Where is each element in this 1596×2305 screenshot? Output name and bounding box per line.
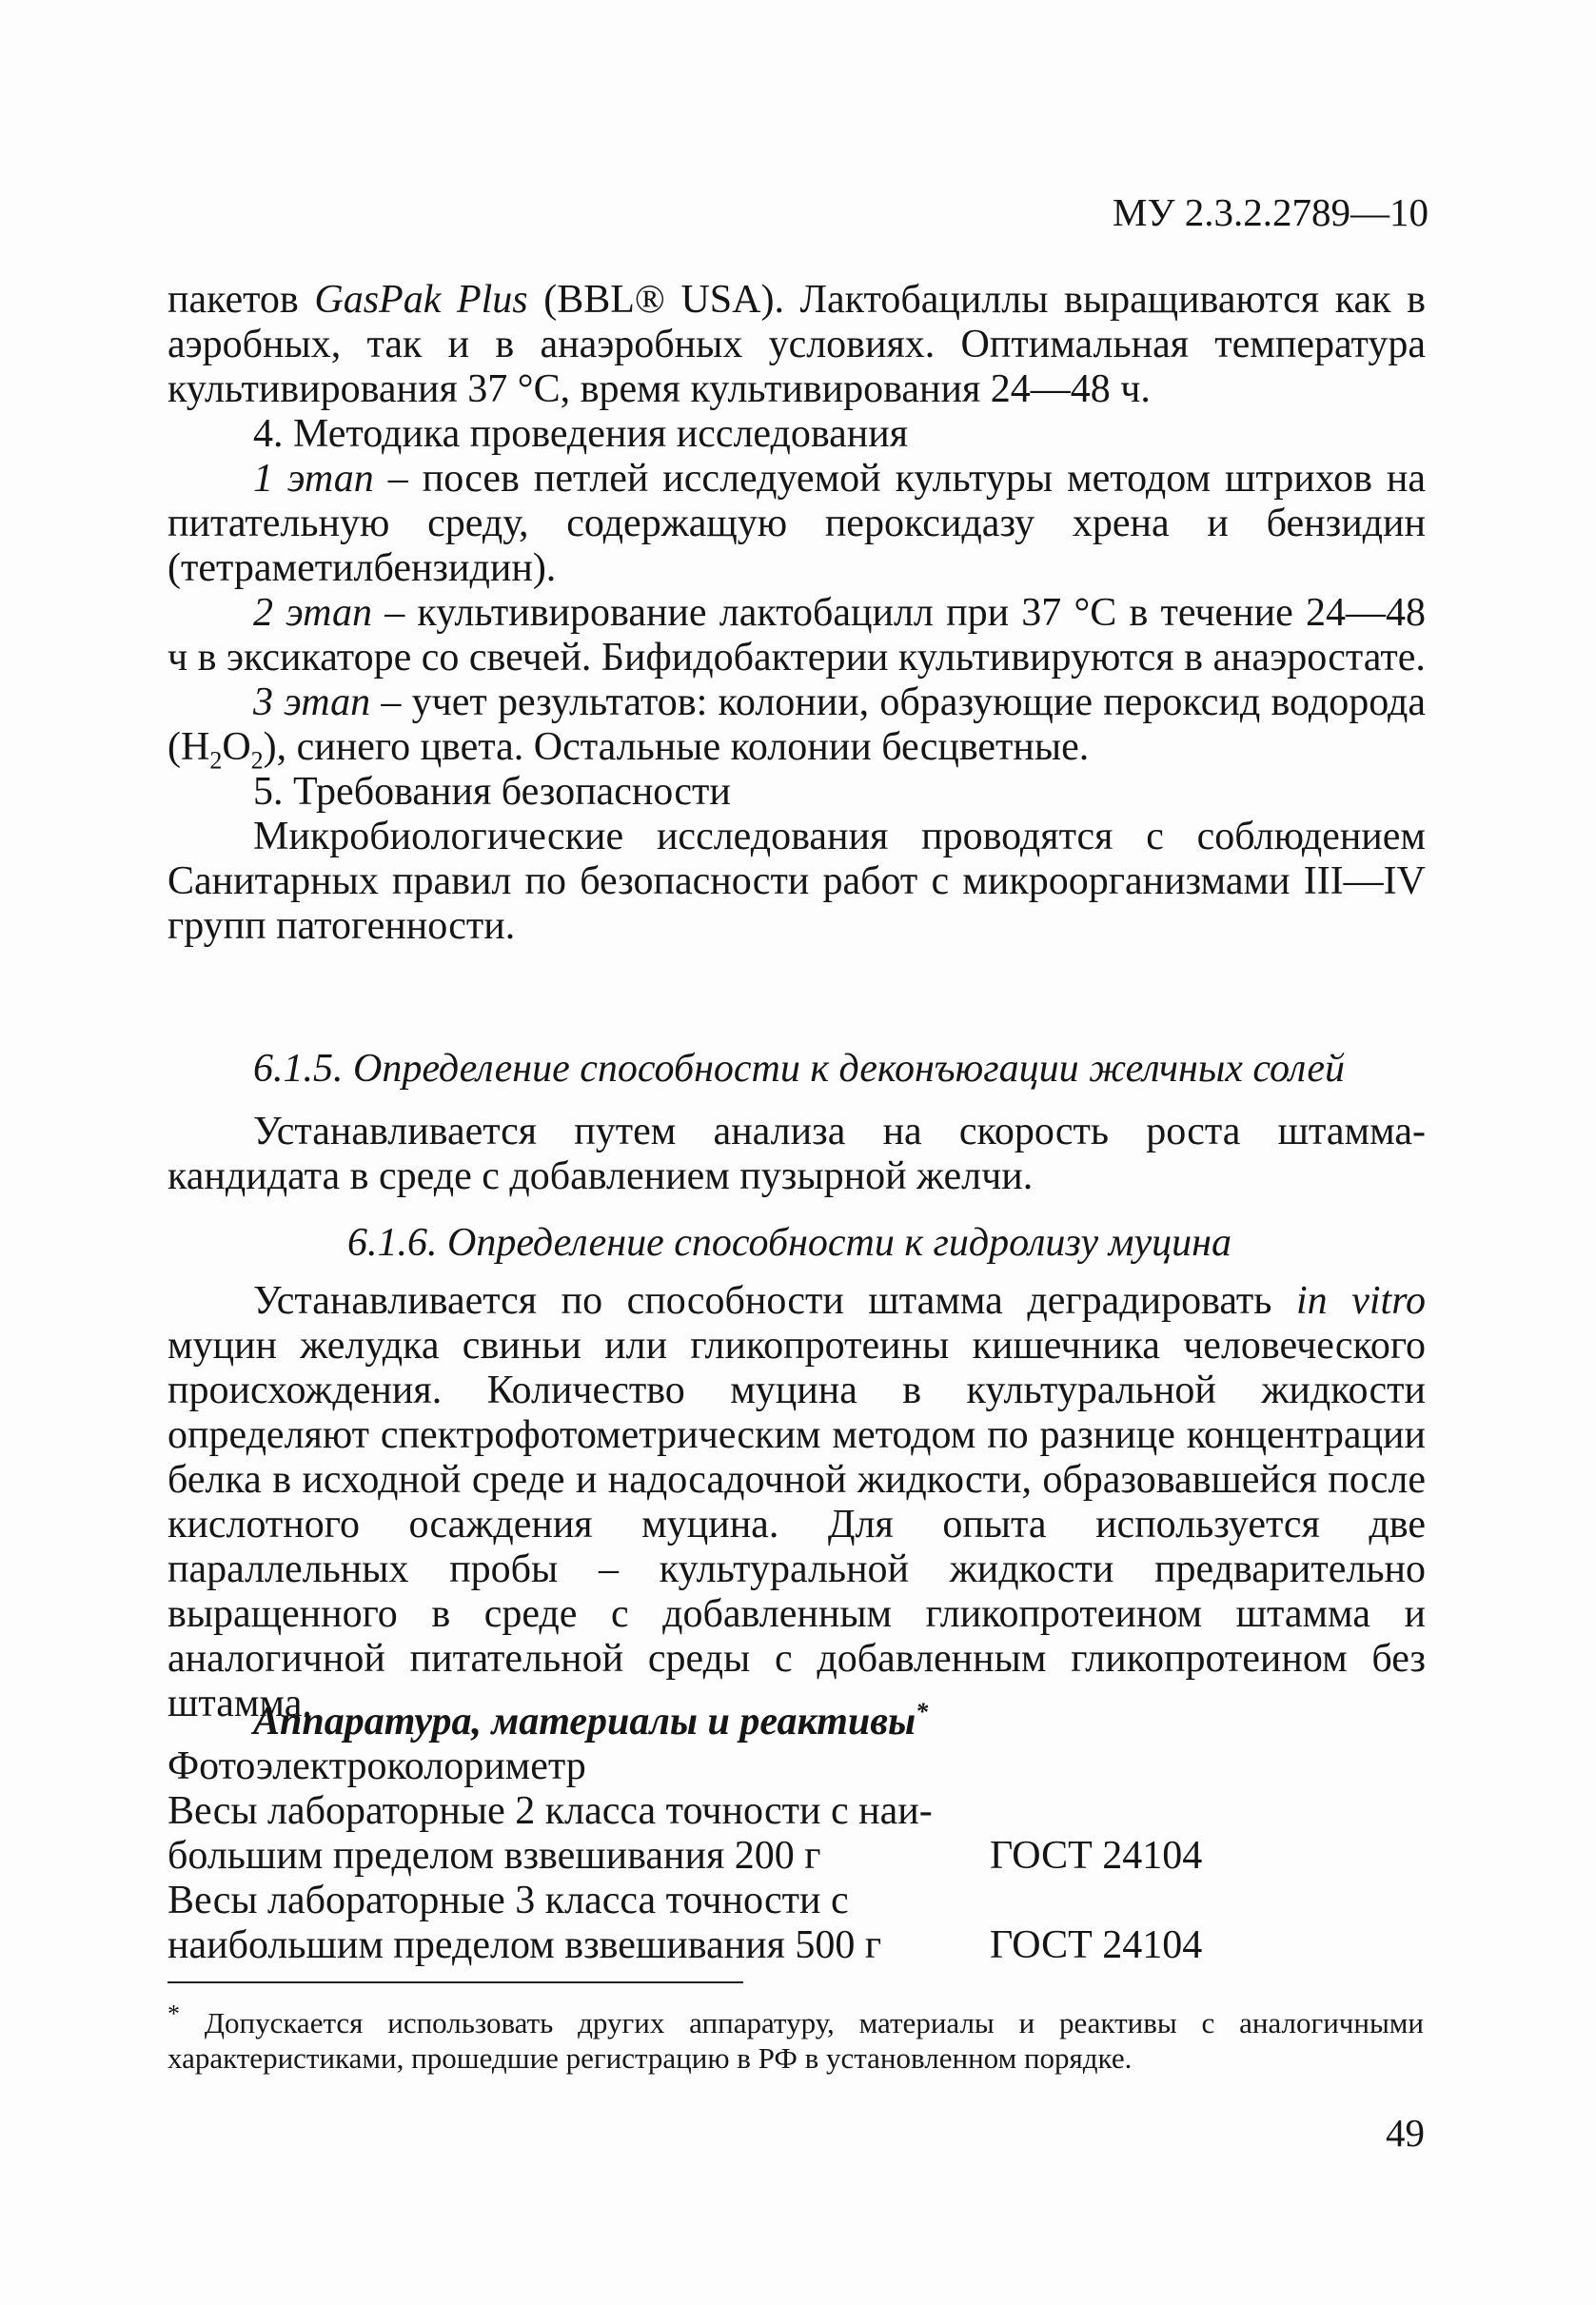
footnote: * Допускается использовать других аппаратуру, материалы и реактивы с аналогичными характеристиками, прошедшие регистрацию в РФ в установленном порядке. [167,2000,1424,2075]
section-6-1-6-body [167,1279,1426,1726]
equipment-item-3-line-2: наибольшим пределом взвешивания 500 г [167,1923,882,1967]
footnote-divider [167,1981,743,1983]
stage-2-paragraph: 2 этап – культивирование лактобацилл при 37 °C в течение 24—48 ч в эксикаторе со свечей. Бифидобактерии культивируются в анаэростате. [167,591,1426,680]
intro-paragraph: пакетов GasPak Plus (BBL® USA). Лактобациллы выращиваются как в аэробных, так и в анаэробных условиях. Оптимальная температура культивирования 37 °C, время культивирования 24—48 ч. [167,278,1426,411]
stage-3-paragraph: 3 этап – учет результатов: колонии, образующие пероксид водорода $(H_2O_2)$, синего цвета. Остальные колонии бесцветные. [167,680,1426,775]
equipment-item-2-gost: ГОСТ 24104 [990,1834,1203,1878]
section-6-1-5-heading: 6.1.5. Определение способности к деконъюгации желчных солей [253,1047,1345,1091]
footnote-marker: * [916,1698,929,1725]
product-name: GasPak Plus [314,278,528,322]
section-5-title: 5. Требования безопасности [253,770,731,814]
stage-1-label: 1 этап [253,457,374,501]
stage-2-label: 2 этап [253,591,373,635]
equipment-item-1: Фотоэлектроколориметр [167,1744,586,1788]
equipment-item-2-line-2: большим пределом взвешивания 200 г [167,1834,821,1878]
safety-paragraph: Микробиологические исследования проводятся с соблюдением Санитарных правил по безопасности работ с микроорганизмами III—IV групп патогенности. [167,815,1426,948]
section-6-1-5-body [167,1110,1426,1199]
equipment-item-3-gost: ГОСТ 24104 [990,1923,1203,1967]
section-6-1-5-paragraph: Устанавливается путем анализа на скорость роста штамма-кандидата в среде с добавлением пузырной желчи. [167,1110,1426,1198]
stage-3-label: 3 этап [253,680,371,724]
stage-1-paragraph: 1 этап – посев петлей исследуемой культуры методом штрихов на питательную среду, содержащую пероксидазу хрена и бензидин (тетраметилбензидин). [167,457,1426,590]
equipment-heading: Аппаратура, материалы и реактивы* [253,1698,929,1744]
footnote-mark: * [167,2000,180,2028]
equipment-item-2-line-1: Весы лабораторные 2 класса точности с наи- [167,1789,933,1833]
page-number: 49 [1386,2111,1425,2155]
section-6-1-6-heading: 6.1.6. Определение способности к гидролизу муцина [347,1221,1231,1265]
body-block-1 [167,278,1426,949]
section-4-title: 4. Методика проведения исследования [253,412,909,456]
section-6-1-6-paragraph: Устанавливается по способности штамма деградировать in vitro муцин желудка свиньи или гликопротеины кишечника человеческого происхождения. Количество муцина в культуральной жидкости определяют спектрофотометрическим методом по разнице концентрации белка в исходной среде и надосадочной жидкости, образовавшейся после кислотного осаждения муцина. Для опыта используется две параллельных пробы – культуральной жидкости предварительно выращенного в среде с добавленным гликопротеином штамма и аналогичной питательной среды с добавленным гликопротеином без штамма. [167,1279,1426,1725]
equipment-item-3-line-1: Весы лабораторные 3 класса точности с [167,1879,849,1922]
document-code: МУ 2.3.2.2789—10 [1113,190,1429,234]
